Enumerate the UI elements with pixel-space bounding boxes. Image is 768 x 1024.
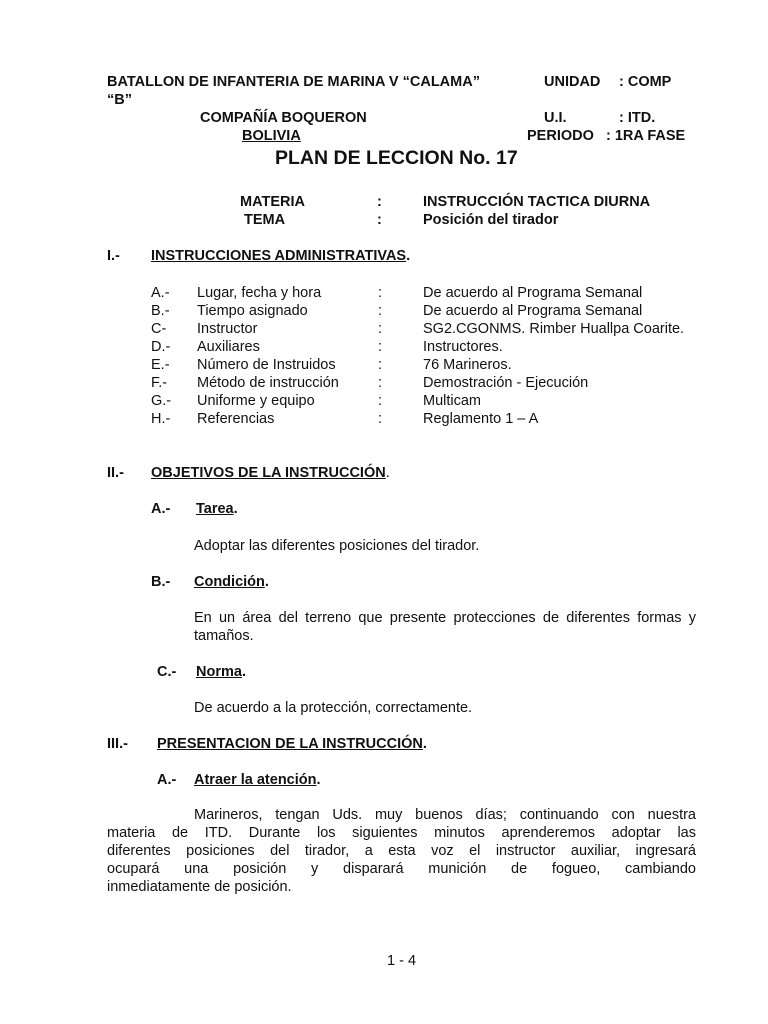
admin-row-letter: F.- — [151, 375, 168, 391]
admin-row-label: Lugar, fecha y hora — [197, 285, 322, 301]
header-periodo-value: : 1RA FASE — [606, 128, 686, 144]
admin-row-colon: : — [378, 285, 383, 301]
admin-row-letter: G.- — [151, 393, 172, 409]
condition-text-line2: tamaños. — [194, 628, 254, 644]
admin-row-label: Uniforme y equipo — [197, 393, 315, 409]
header-unidad-label: UNIDAD — [544, 74, 601, 90]
section1-title: INSTRUCCIONES ADMINISTRATIVAS — [151, 248, 407, 264]
section3-heading — [157, 735, 427, 753]
attention-title: Atraer la atención — [194, 772, 317, 788]
materia-label: MATERIA — [240, 194, 305, 210]
admin-row-label: Referencias — [197, 411, 275, 427]
admin-row-value: De acuerdo al Programa Semanal — [423, 303, 643, 319]
paragraph-line2: materia de ITD. Durante los siguientes minutos aprenderemos adoptar las — [107, 825, 696, 841]
condition-letter: B.- — [151, 574, 171, 590]
section3-title: PRESENTACION DE LA INSTRUCCIÓN — [157, 736, 423, 752]
admin-row-letter: B.- — [151, 303, 170, 319]
admin-row-value: Reglamento 1 – A — [423, 411, 539, 427]
tema-value: Posición del tirador — [423, 212, 559, 228]
admin-row-value: 76 Marineros. — [423, 357, 512, 373]
norm-heading — [196, 663, 246, 681]
section3-dot: . — [422, 736, 427, 752]
attention-dot: . — [316, 772, 321, 788]
header-battalion: BATALLON DE INFANTERIA DE MARINA V “CALAMA” — [107, 74, 480, 90]
paragraph-line1: Marineros, tengan Uds. muy buenos días; continuando con nuestra — [194, 807, 696, 823]
norm-text: De acuerdo a la protección, correctamente. — [194, 700, 473, 716]
task-heading — [196, 500, 238, 518]
admin-row-letter: D.- — [151, 339, 171, 355]
materia-colon: : — [377, 194, 382, 210]
page-title: PLAN DE LECCION No. 17 — [275, 147, 518, 169]
admin-row-colon: : — [378, 393, 383, 409]
materia-value: INSTRUCCIÓN TACTICA DIURNA — [423, 194, 651, 210]
admin-row-value: SG2.CGONMS. Rimber Huallpa Coarite. — [423, 321, 685, 337]
admin-row-colon: : — [378, 357, 383, 373]
condition-heading — [194, 573, 269, 591]
admin-row-colon: : — [378, 375, 383, 391]
admin-row-value: Multicam — [423, 393, 482, 409]
header-unidad-cont: “B” — [107, 92, 132, 108]
header-periodo-label: PERIODO — [527, 128, 594, 144]
admin-row-label: Instructor — [197, 321, 258, 337]
section3-number: III.- — [107, 736, 128, 752]
norm-dot: . — [241, 664, 246, 680]
paragraph-line5: inmediatamente de posición. — [107, 879, 292, 895]
admin-row-letter: C- — [151, 321, 167, 337]
admin-row-value: De acuerdo al Programa Semanal — [423, 285, 643, 301]
header-unidad-value: : COMP — [619, 74, 672, 90]
paragraph-line3: diferentes posiciones del tirador, a esta voz el instructor auxiliar, ingresará — [107, 843, 696, 859]
admin-row-letter: H.- — [151, 411, 171, 427]
section1-number: I.- — [107, 248, 120, 264]
admin-row-label: Método de instrucción — [197, 375, 339, 391]
paragraph-line4: ocupará una posición y disparará munición de fogueo, cambiando — [107, 861, 696, 877]
section2-number: II.- — [107, 465, 124, 481]
task-dot: . — [233, 501, 238, 517]
section2-dot: . — [385, 465, 390, 481]
admin-row-colon: : — [378, 303, 383, 319]
admin-row-label: Tiempo asignado — [197, 303, 308, 319]
admin-row-value: Demostración - Ejecución — [423, 375, 589, 391]
task-title: Tarea — [196, 501, 234, 517]
admin-row-label: Número de Instruidos — [197, 357, 336, 373]
norm-letter: C.- — [157, 664, 177, 680]
header-ui-value: : ITD. — [619, 110, 656, 126]
admin-row-colon: : — [378, 339, 383, 355]
attention-letter: A.- — [157, 772, 177, 788]
admin-row-label: Auxiliares — [197, 339, 260, 355]
section2-heading — [151, 464, 390, 482]
condition-text-line1: En un área del terreno que presente protecciones de diferentes formas y — [194, 610, 696, 626]
task-letter: A.- — [151, 501, 171, 517]
attention-heading — [194, 771, 321, 789]
admin-row-colon: : — [378, 321, 383, 337]
condition-title: Condición — [194, 574, 265, 590]
tema-colon: : — [377, 212, 382, 228]
condition-dot: . — [264, 574, 269, 590]
header-ui-label: U.I. — [544, 110, 567, 126]
admin-row-colon: : — [378, 411, 383, 427]
section1-heading — [151, 247, 410, 265]
norm-title: Norma — [196, 664, 242, 680]
task-text: Adoptar las diferentes posiciones del tirador. — [194, 538, 480, 554]
section1-dot: . — [406, 248, 411, 264]
tema-label: TEMA — [244, 212, 286, 228]
page-number: 1 - 4 — [387, 953, 417, 969]
admin-row-letter: E.- — [151, 357, 170, 373]
header-country: BOLIVIA — [242, 128, 301, 144]
header-company: COMPAÑÍA BOQUERON — [200, 110, 367, 126]
admin-row-value: Instructores. — [423, 339, 503, 355]
section2-title: OBJETIVOS DE LA INSTRUCCIÓN — [151, 465, 386, 481]
admin-row-letter: A.- — [151, 285, 170, 301]
